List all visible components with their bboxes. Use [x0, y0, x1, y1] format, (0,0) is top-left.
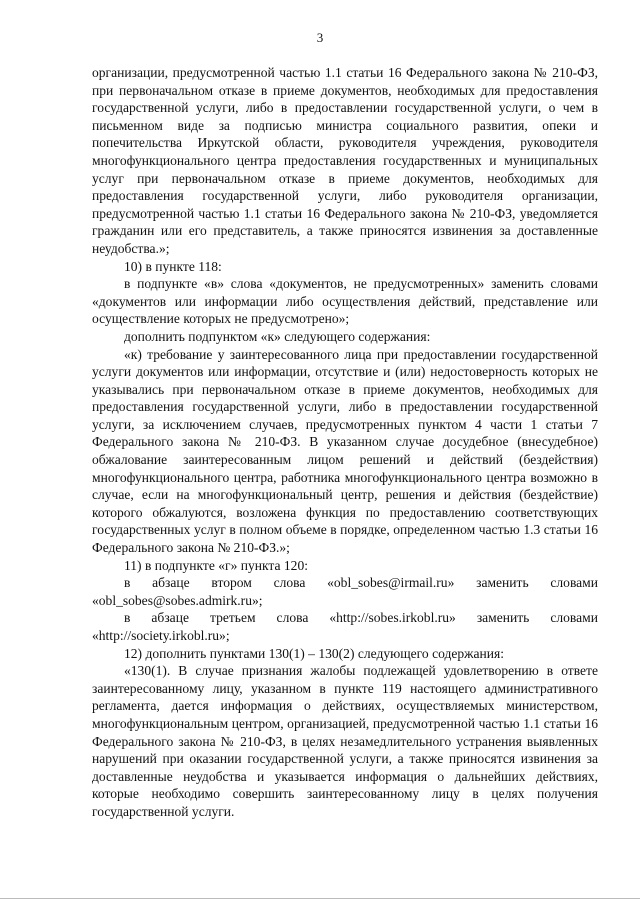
- paragraph-1: организации, предусмотренной частью 1.1 статьи 16 Федерального закона № 210-ФЗ, при первоначальном отказе в приеме документов, необходимых для предоставления государственной услуги, либо в предоставлении государственной услуги, о чем в письменном виде за подписью министра социального развития, опеки и попечительства Иркутской области, руководителя учреждения, руководителя многофункционального центра предоставления государственных и муниципальных услуг при первоначальном отказе в приеме документов, необходимых для предоставления государственной услуги, либо руководителя организации, предусмотренной частью 1.1 статьи 16 Федерального закона № 210-ФЗ, уведомляется гражданин или его представитель, а также приносятся извинения за доставленные неудобства.»;: [92, 65, 598, 256]
- paragraph-5: «к) требование у заинтересованного лица при предоставлении государственной услуги документов или информации, отсутствие и (или) недостоверность которых не указывались при первоначальном отказе в приеме документов, необходимых для предоставления государственной услуги, либо в предоставлении государственной услуги, за исключением случаев, предусмотренных пунктом 4 части 1 статьи 7 Федерального закона № 210-ФЗ. В указанном случае досудебное (внесудебное) обжалование заинтересованным лицом решений и действий (бездействия) многофункционального центра, работника многофункционального центра возможно в случае, если на многофункциональный центр, решения и действия (бездействие) которого обжалуются, возложена функция по предоставлению соответствующих государственных услуг в полном объеме в порядке, определенном частью 1.3 статьи 16 Федерального закона № 210-ФЗ.»;: [92, 346, 598, 556]
- paragraph-6: 11) в подпункте «г» пункта 120:: [124, 557, 308, 573]
- document-body: [92, 64, 598, 821]
- paragraph-9: 12) дополнить пунктами 130(1) – 130(2) следующего содержания:: [124, 645, 505, 661]
- footer-divider: [0, 898, 640, 899]
- paragraph-4: дополнить подпунктом «к» следующего содержания:: [124, 328, 431, 344]
- paragraph-2: 10) в пункте 118:: [124, 258, 222, 274]
- page-number: 3: [316, 30, 324, 45]
- paragraph-8: в абзаце третьем слова «http://sobes.irkobl.ru» заменить словами «http://society.irkobl.ru»;: [92, 610, 598, 643]
- paragraph-7: в абзаце втором слова «obl_sobes@irmail.ru» заменить словами «obl_sobes@sobes.admirk.ru»;: [92, 575, 598, 608]
- paragraph-10: «130(1). В случае признания жалобы подлежащей удовлетворению в ответе заинтересованному лицу, указанном в пункте 119 настоящего административного регламента, дается информация о действиях, осуществляемых министерством, многофункциональным центром, организацией, предусмотренной частью 1.1 статьи 16 Федерального закона № 210-ФЗ, в целях незамедлительного устранения выявленных нарушений при оказании государственной услуги, а также приносятся извинения за доставленные неудобства и указывается информация о дальнейших действиях, которые необходимо совершить заинтересованному лицу в целях получения государственной услуги.: [92, 663, 598, 819]
- paragraph-3: в подпункте «в» слова «документов, не предусмотренных» заменить словами «документов или информации либо осуществления действий, представление или осуществление которых не предусмотрено»;: [92, 276, 598, 327]
